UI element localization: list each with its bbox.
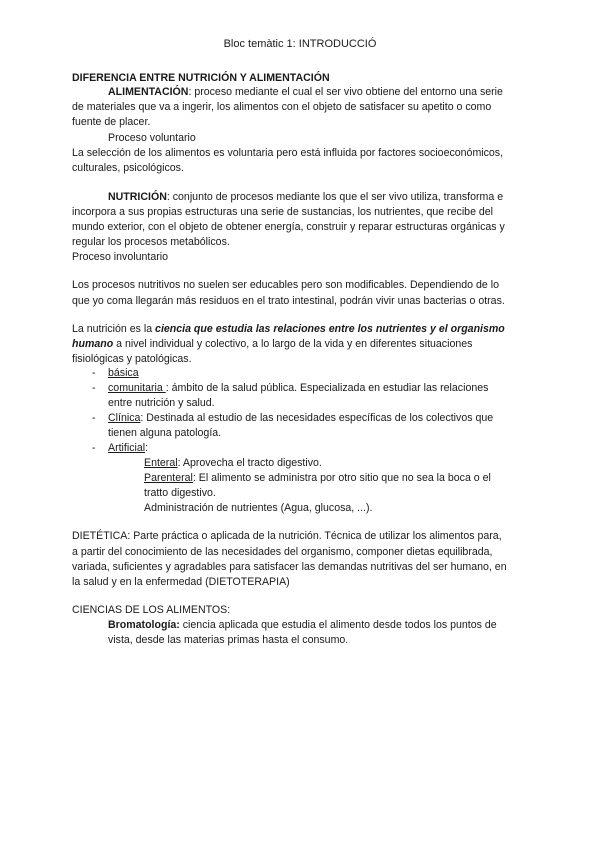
artificial-label: Artificial <box>108 442 146 454</box>
administracion-line: Administración de nutrientes (Agua, glucosa, ...). <box>144 502 373 514</box>
list-item-comunitaria <box>108 381 488 396</box>
ciencia-emphasis-2: humano <box>72 338 114 350</box>
dietetica-line-3: variada, suficientes y agradables para satisfacer las demandas nutritivas del ser humano, en <box>72 561 507 573</box>
nutricion-line-1 <box>108 190 503 205</box>
seleccion-line-1: La selección de los alimentos es voluntaria pero está influida por factores socioeconómicos, <box>72 147 504 159</box>
sublist-item-parenteral <box>144 471 491 486</box>
procesos-line-1: Los procesos nutritivos no suelen ser educables pero son modificables. Dependiendo de lo <box>72 279 499 291</box>
clinica-line-2: tienen alguna patología. <box>108 427 222 439</box>
enteral-label: Enteral <box>144 457 178 469</box>
alimentacion-term: ALIMENTACIÓN <box>108 86 189 98</box>
parenteral-text: : El alimento se administra por otro sitio que no sea la boca o el <box>192 472 491 484</box>
alimentacion-text: : proceso mediante el cual el ser vivo obtiene del entorno una serie <box>188 86 503 98</box>
comunitaria-label: comunitaria <box>108 382 166 394</box>
list-item-clinica <box>108 411 493 426</box>
basica-label: básica <box>108 367 139 379</box>
page-title: Bloc temàtic 1: INTRODUCCIÓ <box>223 38 377 50</box>
proceso-voluntario: Proceso voluntario <box>108 132 196 144</box>
nutricion-text: : conjunto de procesos mediante los que el ser vivo utiliza, transforma e <box>166 191 504 203</box>
parenteral-label: Parenteral <box>144 472 193 484</box>
bromatologia-line-2: vista, desde las materias primas hasta el consumo. <box>108 634 349 646</box>
bromatologia-line-1 <box>108 618 497 633</box>
nutricion-term: NUTRICIÓN <box>108 191 167 203</box>
artificial-colon: : <box>145 442 149 454</box>
list-item-basica <box>108 366 139 381</box>
list-item-artificial <box>108 441 148 456</box>
list-bullet: - <box>92 442 96 454</box>
list-bullet: - <box>92 412 96 424</box>
list-bullet: - <box>92 382 96 394</box>
ciencia-post: a nivel individual y colectivo, a lo largo de la vida y en diferentes situaciones <box>113 338 473 350</box>
dietetica-line-2: a partir del conocimiento de las necesidades del organismo, componer dietas equilibrada, <box>72 546 493 558</box>
ciencia-line-1 <box>72 322 505 337</box>
procesos-line-2: que yo coma llegarán más residuos en el trato intestinal, podrán vivir unas bacterias o otras. <box>72 295 505 307</box>
ciencia-pre: La nutrición es la <box>72 323 156 335</box>
list-bullet: - <box>92 367 96 379</box>
seleccion-line-2: culturales, psicológicos. <box>72 162 184 174</box>
enteral-text: : Aprovecha el tracto digestivo. <box>177 457 322 469</box>
nutricion-line-2: incorpora a sus propias estructuras una serie de sustancias, los nutrientes, que recibe del <box>72 206 494 218</box>
clinica-label: Clínica <box>108 412 141 424</box>
parenteral-line-2: tratto digestivo. <box>144 487 216 499</box>
clinica-text: : Destinada al estudio de las necesidades específicas de los colectivos que <box>140 412 494 424</box>
proceso-involuntario: Proceso involuntario <box>72 251 168 263</box>
bromatologia-term: Bromatología: <box>108 619 180 631</box>
nutricion-line-4: regular los procesos metabólicos. <box>72 236 230 248</box>
alimentacion-line-2: de materiales que va a ingerir, los alimentos con el objeto de satisfacer su apetito o como <box>72 101 492 113</box>
alimentacion-line-1 <box>108 85 503 100</box>
alimentacion-line-3: fuente de placer. <box>72 116 151 128</box>
nutricion-line-3: mundo exterior, con el objeto de obtener energía, construir y reparar estructuras orgánicas y <box>72 221 505 233</box>
comunitaria-line-2: entre nutrición y salud. <box>108 397 215 409</box>
ciencia-line-3: fisiológicas y patológicas. <box>72 353 192 365</box>
dietetica-line-4: la salud y en la enfermedad (DIETOTERAPIA) <box>72 576 290 588</box>
bromatologia-text: ciencia aplicada que estudia el alimento desde todos los puntos de <box>179 619 497 631</box>
sublist-item-enteral <box>144 456 322 471</box>
comunitaria-text: : ámbito de la salud pública. Especializada en estudiar las relaciones <box>165 382 489 394</box>
ciencia-emphasis: ciencia que estudia las relaciones entre los nutrientes y el organismo <box>155 323 505 335</box>
ciencia-line-2 <box>72 337 472 352</box>
section-heading: DIFERENCIA ENTRE NUTRICIÓN Y ALIMENTACIÓN <box>72 72 330 84</box>
ciencias-heading: CIENCIAS DE LOS ALIMENTOS: <box>72 604 231 616</box>
dietetica-line-1: DIETÉTICA: Parte práctica o aplicada de la nutrición. Técnica de utilizar los alimentos para, <box>72 530 502 542</box>
